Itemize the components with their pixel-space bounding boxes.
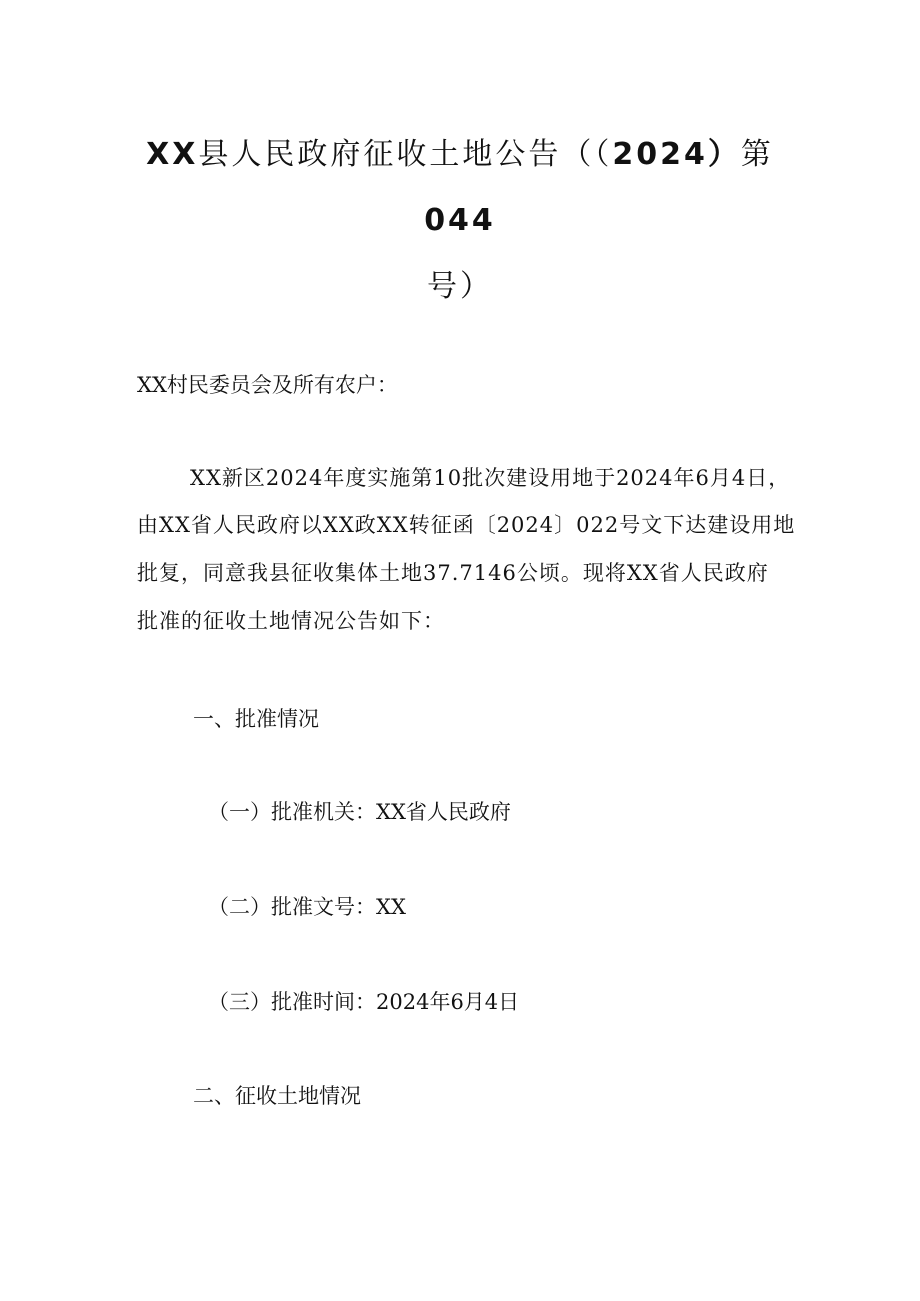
body-line-4: 批准的征收土地情况公告如下： (137, 609, 445, 633)
addressee: XX村民委员会及所有农户： (137, 373, 398, 397)
title-year: 2024） (612, 137, 741, 172)
title-prefix: XX (146, 137, 199, 172)
title-number: 044 (424, 203, 496, 238)
title-di: 第 (740, 137, 774, 172)
section-1-heading: 一、批准情况 (193, 707, 319, 731)
section-2-heading: 二、征收土地情况 (193, 1084, 361, 1108)
section-1-item: （一）批准机关：XX省人民政府 (208, 800, 511, 824)
section-1-item: （二）批准文号：XX (208, 895, 406, 919)
document-title (120, 122, 800, 320)
body-line-3: 批复，同意我县征收集体土地37.7146公顷。现将XX省人民政府 (137, 561, 769, 585)
title-main: 县人民政府征收土地公告（（ (198, 137, 613, 172)
section-1-item: （三）批准时间：2024年6月4日 (208, 990, 520, 1014)
body-line-1: XX新区2024年度实施第10批次建设用地于2024年6月4日， (190, 466, 791, 490)
body-line-2: 由XX省人民政府以XX政XX转征函〔2024〕022号文下达建设用地 (137, 513, 796, 537)
title-suffix: 号） (427, 269, 493, 304)
